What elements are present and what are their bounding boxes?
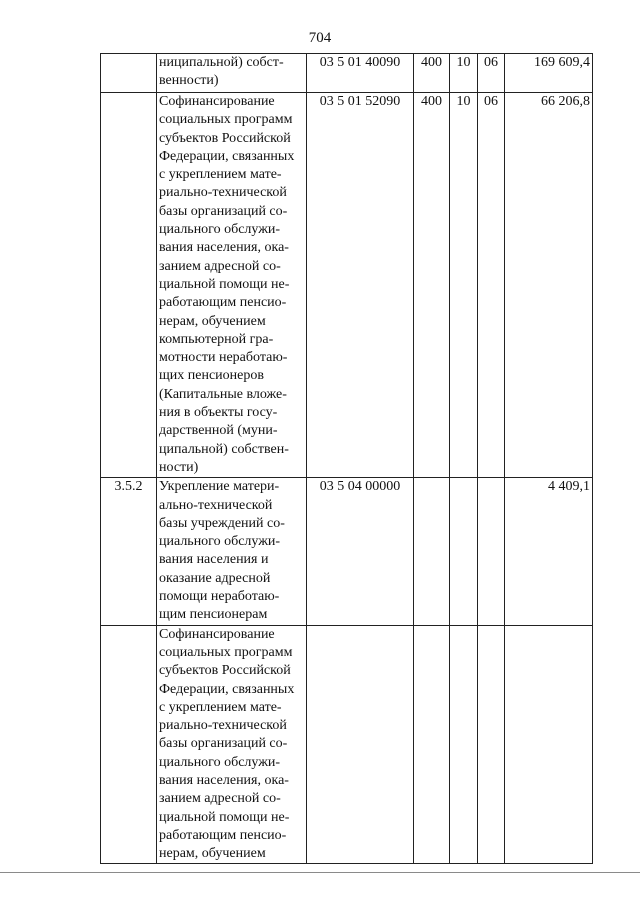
subsection-cell: [478, 625, 505, 864]
page-number: 704: [308, 30, 332, 46]
table-row: [101, 54, 593, 93]
target-code-cell: 03 5 01 52090: [307, 93, 414, 478]
section-cell: [450, 625, 478, 864]
description-cell: Софинансирование социальных программ субъектов Российской Федерации, связанных с укреплением мате- риально-технической базы организаций со- циального обслужи- вания населения, ока- занием адресной со- циальной помощи не- работающим пенсио- нерам, обучением: [157, 625, 307, 864]
section-cell: 10: [450, 93, 478, 478]
table-row: [101, 93, 593, 478]
subsection-cell: 06: [478, 93, 505, 478]
target-code-cell: 03 5 01 40090: [307, 54, 414, 93]
budget-table: [100, 53, 593, 864]
subsection-cell: [478, 478, 505, 625]
expense-type-cell: 400: [414, 93, 450, 478]
row-number-cell: [101, 93, 157, 478]
expense-type-cell: [414, 478, 450, 625]
page-edge-divider: [0, 872, 640, 873]
row-number-cell: [101, 625, 157, 864]
description-cell: Софинансирование социальных программ субъектов Российской Федерации, связанных с укреплением мате- риально-технической базы организаций со- циального обслужи- вания населения, ока- занием адресной со- циальной помощи не- работающим пенсио- нерам, обучением компьютерной гра- мотности неработаю- щих пенсионеров (Капитальные вложе- ния в объекты госу- дарственной (муни- ципальной) собствен- ности): [157, 93, 307, 478]
target-code-cell: [307, 625, 414, 864]
amount-cell: [505, 625, 593, 864]
row-number-cell: 3.5.2: [101, 478, 157, 625]
description-cell: ниципальной) собст- венности): [157, 54, 307, 93]
section-cell: [450, 478, 478, 625]
subsection-cell: 06: [478, 54, 505, 93]
amount-cell: 66 206,8: [505, 93, 593, 478]
table-row: [101, 625, 593, 864]
row-number-cell: [101, 54, 157, 93]
amount-cell: 4 409,1: [505, 478, 593, 625]
amount-cell: 169 609,4: [505, 54, 593, 93]
section-cell: 10: [450, 54, 478, 93]
description-cell: Укрепление матери- ально-технической базы учреждений со- циального обслужи- вания населения и оказание адресной помощи неработаю- щим пенсионерам: [157, 478, 307, 625]
expense-type-cell: 400: [414, 54, 450, 93]
target-code-cell: 03 5 04 00000: [307, 478, 414, 625]
expense-type-cell: [414, 625, 450, 864]
table-row: [101, 478, 593, 625]
